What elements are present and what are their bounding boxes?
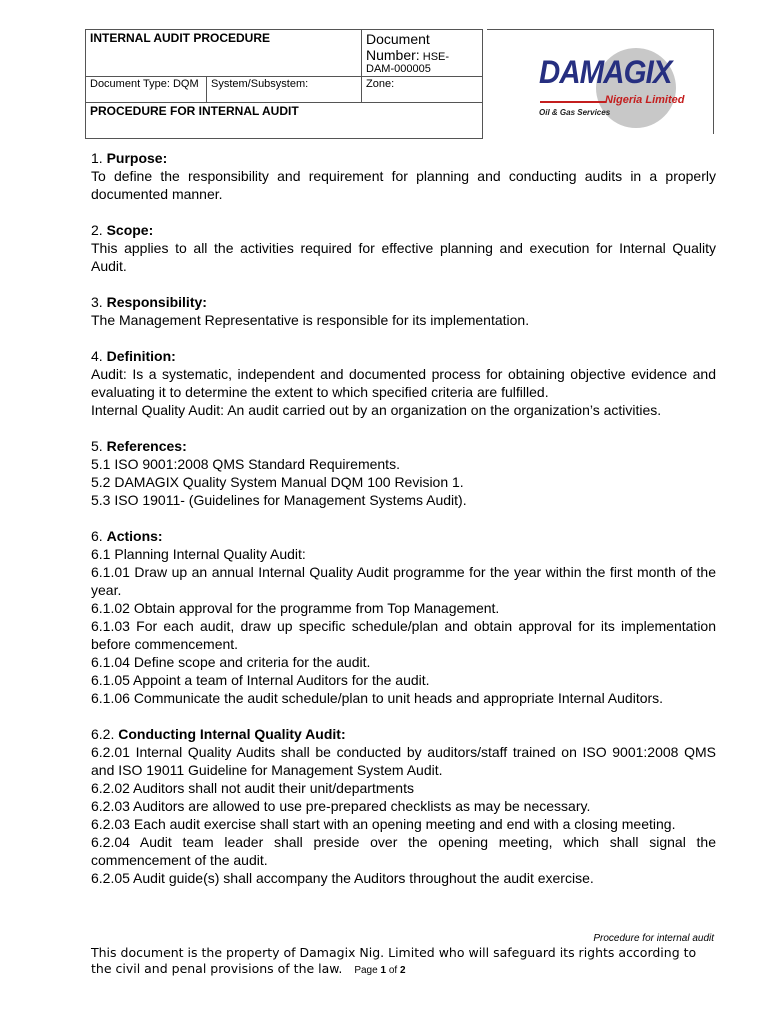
logo-wordmark: DAMAGIX <box>539 54 672 90</box>
footer-disclaimer: This document is the property of Damagix Nig. Limited who will safeguard its rights according to the civil and penal provisions of the law. <box>91 945 697 976</box>
zone: Zone: <box>362 77 483 103</box>
section-title: Responsibility: <box>106 294 207 310</box>
document-number-value-a: HSE- <box>422 51 450 63</box>
section-title: Definition: <box>106 348 176 364</box>
action-item: 6.2.04 Audit team leader shall preside over the opening meeting, which shall signal the commencement of the audit. <box>91 834 716 868</box>
action-item: 6.1 Planning Internal Quality Audit: <box>91 546 306 562</box>
action-item: 6.2.03 Each audit exercise shall start with an opening meeting and end with a closing meeting. <box>91 816 676 832</box>
action-item: 6.1.03 For each audit, draw up specific schedule/plan and obtain approval for its implementation before commencement. <box>91 618 716 652</box>
section-number: 4. <box>91 348 103 364</box>
paragraph: To define the responsibility and requirement for planning and conducting audits in a properly documented manner. <box>91 168 716 202</box>
section-title: Scope: <box>106 222 154 238</box>
page-label: Page <box>354 965 378 976</box>
section-number: 1. <box>91 150 103 166</box>
section-title: Purpose: <box>106 150 168 166</box>
reference-item: 5.3 ISO 19011- (Guidelines for Management Systems Audit). <box>91 492 467 508</box>
paragraph: Audit: Is a systematic, independent and documented process for obtaining objective evidence and evaluating it to determine the extent to which specified criteria are fulfilled. <box>91 366 716 400</box>
section-number: 6. <box>91 528 103 544</box>
action-item: 6.2.01 Internal Quality Audits shall be conducted by auditors/staff trained on ISO 9001:2008 QMS and ISO 19011 Guideline for Management System Audit. <box>91 744 716 778</box>
section-conducting <box>91 725 716 887</box>
logo-underline <box>540 101 606 103</box>
document-number-label: Document Number: <box>366 31 430 63</box>
header-subtitle: PROCEDURE FOR INTERNAL AUDIT <box>86 103 483 139</box>
footer <box>91 945 716 979</box>
document-number-value-b: DAM-000005 <box>366 63 431 75</box>
page-indicator <box>354 965 405 976</box>
document-body <box>91 149 716 887</box>
logo-subtitle: Nigeria Limited <box>605 94 685 106</box>
page-of: of <box>388 965 398 976</box>
section-title: Conducting Internal Quality Audit: <box>118 726 346 742</box>
action-item: 6.1.05 Appoint a team of Internal Auditors for the audit. <box>91 672 430 688</box>
action-item: 6.1.06 Communicate the audit schedule/plan to unit heads and appropriate Internal Auditors. <box>91 690 664 706</box>
action-item: 6.2.02 Auditors shall not audit their unit/departments <box>91 780 414 796</box>
section-number: 3. <box>91 294 103 310</box>
paragraph: The Management Representative is responsible for its implementation. <box>91 312 530 328</box>
action-item: 6.2.03 Auditors are allowed to use pre-prepared checklists as may be necessary. <box>91 798 591 814</box>
section-references <box>91 437 716 509</box>
section-purpose <box>91 149 716 203</box>
document-number-cell <box>362 30 483 77</box>
section-title: Actions: <box>106 528 163 544</box>
action-item: 6.2.05 Audit guide(s) shall accompany the Auditors throughout the audit exercise. <box>91 870 594 886</box>
action-item: 6.1.02 Obtain approval for the programme from Top Management. <box>91 600 500 616</box>
document-type: Document Type: DQM <box>86 77 207 103</box>
section-number: 2. <box>91 222 103 238</box>
section-definition <box>91 347 716 419</box>
system-subsystem: System/Subsystem: <box>207 77 362 103</box>
section-scope <box>91 221 716 275</box>
paragraph: Internal Quality Audit: An audit carried out by an organization on the organization’s activities. <box>91 402 662 418</box>
action-item: 6.1.01 Draw up an annual Internal Quality Audit programme for the year within the first month of the year. <box>91 564 716 598</box>
page-current: 1 <box>380 965 387 976</box>
action-item: 6.1.04 Define scope and criteria for the audit. <box>91 654 371 670</box>
section-actions <box>91 527 716 707</box>
document-header-table <box>85 29 483 139</box>
header-title: INTERNAL AUDIT PROCEDURE <box>86 30 362 77</box>
page-total: 2 <box>399 965 406 976</box>
reference-item: 5.1 ISO 9001:2008 QMS Standard Requirements. <box>91 456 400 472</box>
reference-item: 5.2 DAMAGIX Quality System Manual DQM 100 Revision 1. <box>91 474 464 490</box>
logo-tagline: Oil & Gas Services <box>539 108 611 117</box>
section-number: 5. <box>91 438 103 454</box>
paragraph: This applies to all the activities required for effective planning and execution for Internal Quality Audit. <box>91 240 716 274</box>
section-responsibility <box>91 293 716 329</box>
section-title: References: <box>106 438 187 454</box>
section-number: 6.2. <box>91 726 115 742</box>
footer-document-tag: Procedure for internal audit <box>593 933 714 944</box>
